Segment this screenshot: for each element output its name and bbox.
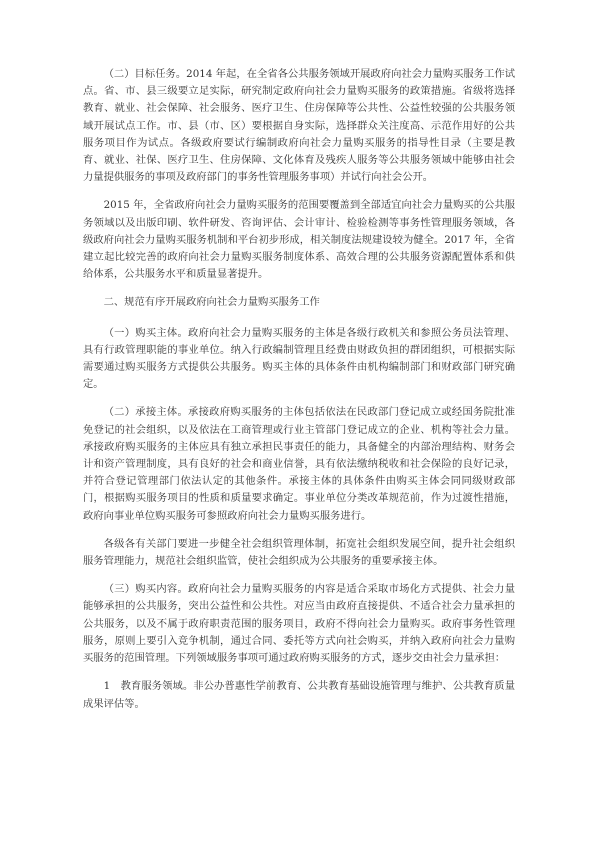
paragraph-purchase-subject: （一）购买主体。政府向社会力量购买服务的主体是各级行政机关和参照公务员法管理、具有行政管理职能的事业单位。纳入行政编制管理且经费由财政负担的群团组织，可根据实际需要通过购买服务方式提供公共服务。购买主体的具体条件由机构编制部门和财政部门研究确定。 (83, 326, 515, 391)
paragraph-social-organizations: 各级各有关部门要进一步健全社会组织管理体制，拓宽社会组织发展空间，提升社会组织服务管理能力，规范社会组织监管，使社会组织成为公共服务的重要承接主体。 (83, 537, 515, 568)
paragraph-target-tasks: （二）目标任务。2014 年起，在全省各公共服务领域开展政府向社会力量购买服务工作试点。省、市、县三级要立足实际，研究制定政府向社会力量购买服务的政策措施。省级将选择教育、就业、社会保障、社会服务、医疗卫生、住房保障等公共性、公益性较强的公共服务领域开展试点工作。市、县（市、区）要根据自身实际，选择群众关注度高、示范作用好的公共服务项目作为试点。各级政府要试行编制政府向社会力量购买服务的指导性目录（主要是教育、就业、社保、医疗卫生、住房保障、文化体育及残疾人服务等公共服务领域中能够由社会力量提供服务的事项及政府部门的事务性管理服务事项）并试行向社会公开。 (83, 68, 515, 184)
section-heading-2: 二、规范有序开展政府向社会力量购买服务工作 (103, 296, 320, 309)
list-item-education-services: 1 教育服务领域。非公办普惠性学前教育、公共教育基础设施管理与维护、公共教育质量成果评估等。 (83, 680, 515, 710)
paragraph-purchase-content: （三）购买内容。政府向社会力量购买服务的内容是适合采取市场化方式提供、社会力量能够承担的公共服务，突出公益性和公共性。对应当由政府直接提供、不适合社会力量承担的公共服务，以及不属于政府职责范围的服务项目，政府不得向社会力量购买。政府事务性管理服务，原则上要引入竞争机制，通过合同、委托等方式向社会购买，并纳入政府向社会力量购买服务的范围管理。下列领域服务事项可通过政府购买服务的方式，逐步交由社会力量承担： (83, 583, 515, 665)
paragraph-undertaking-subject: （二）承接主体。承接政府购买服务的主体包括依法在民政部门登记成立或经国务院批准免登记的社会组织，以及依法在工商管理或行业主管部门登记成立的企业、机构等社会力量。承接政府购买服务的主体应具有独立承担民事责任的能力，具备健全的内部治理结构、财务会计和资产管理制度，具有良好的社会和商业信誉，具有依法缴纳税收和社会保险的良好记录，并符合登记管理部门依法认定的其他条件。承接主体的具体条件由购买主体会同同级财政部门，根据购买服务项目的性质和质量要求确定。事业单位分类改革规范前，作为过渡性措施，政府向事业单位购买服务可参照政府向社会力量购买服务进行。 (83, 406, 515, 522)
paragraph-2015-scope: 2015 年，全省政府向社会力量购买服务的范围要覆盖到全部适宜向社会力量购买的公共服务领域以及出版印刷、软件研发、咨询评估、会计审计、检验检测等事务性管理服务领域，各级政府向社会力量购买服务机制和平台初步形成，相关制度法规建设较为健全。2017 年，全省建立起比较完善的政府向社会力量购买服务制度体系、高效合理的公共服务资源配置体系和供给体系，公共服务水平和质量显著提升。 (83, 199, 515, 281)
document-body (83, 66, 515, 724)
